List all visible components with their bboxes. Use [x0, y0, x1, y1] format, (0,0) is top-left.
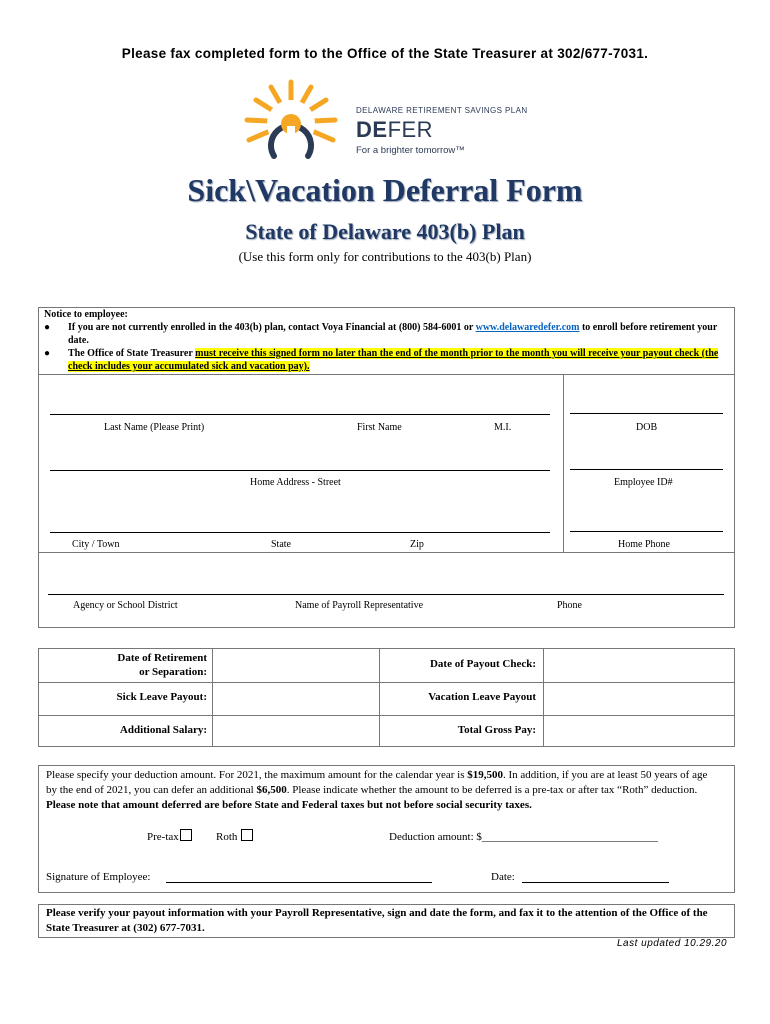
dob-field[interactable] — [570, 413, 723, 414]
total-gross-pay-label: Total Gross Pay: — [457, 724, 536, 736]
payout-check-date-label: Date of Payout Check: — [429, 658, 536, 670]
fax-notice: Please fax completed form to the Office of the State Treasurer at 302/677-7031. — [121, 46, 649, 61]
notice-heading: Notice to employee: — [44, 309, 128, 320]
date-field[interactable] — [522, 882, 669, 883]
pretax-option[interactable]: Pre-tax — [147, 829, 192, 845]
defer-website-link[interactable]: www.delawaredefer.com — [475, 322, 580, 333]
payout-check-date-input[interactable] — [544, 649, 734, 681]
deduction-instructions: Please specify your deduction amount. For 2021, the maximum amount for the calendar year is $19,500. In addition, if you are at least 50 years of age by the end of 2021, you can defer an additional $6,500. Please indicate whether the amount to be deferred is a pre-tax or after tax “Roth” deduction. Please note that amount deferred are before State and Federal taxes but not before social security taxes. — [46, 769, 708, 811]
signature-label: Signature of Employee: — [46, 871, 151, 883]
roth-checkbox[interactable] — [241, 829, 253, 841]
home-phone-label: Home Phone — [618, 539, 670, 550]
last-name-label: Last Name (Please Print) — [104, 422, 205, 433]
agency-label: Agency or School District — [73, 600, 178, 611]
last-name-field[interactable] — [50, 414, 550, 415]
notice — [44, 308, 724, 373]
employee-id-label: Employee ID# — [614, 477, 673, 488]
additional-salary-input[interactable] — [213, 716, 378, 746]
last-updated: Last updated 10.29.20 — [616, 938, 727, 949]
logo-tagline: For a brighter tomorrow™ — [356, 145, 465, 156]
mi-label: M.I. — [494, 422, 512, 433]
phone-label: Phone — [557, 600, 582, 611]
signature-field[interactable] — [166, 882, 432, 883]
payroll-rep-label: Name of Payroll Representative — [295, 600, 424, 611]
sun-logo-icon — [234, 78, 348, 166]
notice-bullet-1: ● If you are not currently enrolled in the 403(b) plan, contact Voya Financial at (800) 584-6001 or www.delawaredefer.com to enroll before retirement your date. — [44, 322, 718, 346]
notice-bullet-2: ● The Office of State Treasurer must receive this signed form no later than the end of the month prior to the month you will receive your payout check (the check includes your accumulated sick and vacation pay). — [44, 348, 719, 372]
deduction-amount-field[interactable]: Deduction amount: $________________________________ — [389, 831, 658, 843]
city-state-zip-field[interactable] — [50, 532, 550, 533]
home-address-label: Home Address - Street — [250, 477, 341, 488]
city-label: City / Town — [72, 539, 120, 550]
home-phone-field[interactable] — [570, 531, 723, 532]
footer-instructions: Please verify your payout information with your Payroll Representative, sign and date the form, and fax it to the attention of the Office of the State Treasurer at (302) 677-7031. — [46, 907, 708, 934]
state-label: State — [271, 539, 291, 550]
retirement-date-label: Date of Retirement or Separation: — [117, 652, 207, 678]
date-label: Date: — [491, 871, 515, 883]
pretax-checkbox[interactable] — [180, 829, 192, 841]
total-gross-pay-input[interactable] — [544, 716, 734, 746]
additional-salary-label: Additional Salary: — [119, 724, 207, 736]
form-note: (Use this form only for contributions to the 403(b) Plan) — [238, 249, 532, 264]
form-title: Sick\Vacation Deferral Form — [187, 172, 583, 208]
vacation-leave-payout-label: Vacation Leave Payout — [428, 691, 536, 703]
vacation-leave-payout-input[interactable] — [544, 683, 734, 714]
employee-id-field[interactable] — [570, 469, 723, 470]
sick-leave-payout-input[interactable] — [213, 683, 378, 714]
agency-field[interactable] — [48, 594, 724, 595]
first-name-label: First Name — [357, 422, 402, 433]
form-subtitle: State of Delaware 403(b) Plan — [245, 219, 525, 244]
logo-brand: DEFER — [356, 117, 434, 142]
logo-top-text: DELAWARE RETIREMENT SAVINGS PLAN — [356, 106, 528, 115]
roth-option[interactable]: Roth — [216, 829, 253, 845]
sick-leave-payout-label: Sick Leave Payout: — [116, 691, 207, 703]
dob-label: DOB — [636, 422, 658, 433]
home-address-field[interactable] — [50, 470, 550, 471]
retirement-date-input[interactable] — [213, 649, 378, 681]
zip-label: Zip — [410, 539, 424, 550]
